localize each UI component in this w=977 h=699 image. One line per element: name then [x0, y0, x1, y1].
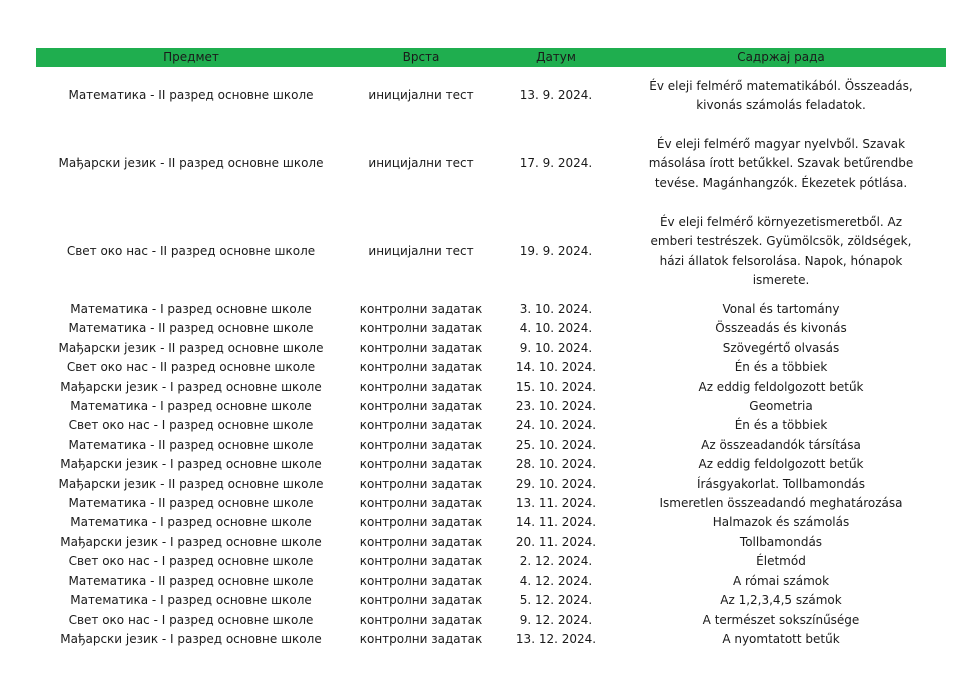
cell-content: Geometria — [749, 399, 813, 414]
cell-date: 24. 10. 2024. — [515, 418, 597, 433]
cell-type: контролни задатак — [359, 360, 483, 375]
cell-content-text: Év eleji felmérő környezetismeretből. Az emberi testrészek. Gyümölcsök, zöldségek, házi állatok felsorolása. Napok, hónapok ismerete. — [650, 214, 912, 287]
cell-content: Az eddig feldolgozott betűk — [698, 457, 864, 472]
table-row — [36, 358, 946, 377]
cell-content — [616, 67, 946, 125]
cell-type: контролни задатак — [359, 379, 483, 394]
cell-type: контролни задатак — [359, 399, 483, 414]
header-subject: Предмет — [36, 48, 346, 67]
table-row — [36, 203, 946, 300]
cell-subject: Математика - I разред основне школе — [70, 593, 312, 608]
table-row — [36, 300, 946, 319]
cell-content: A római számok — [732, 573, 830, 588]
cell-subject: Мађарски језик - II разред основне школе — [58, 156, 324, 171]
cell-date: 19. 9. 2024. — [519, 243, 593, 258]
cell-type: контролни задатак — [359, 340, 483, 355]
table-row — [36, 513, 946, 532]
cell-type: контролни задатак — [359, 554, 483, 569]
table-row — [36, 125, 946, 203]
cell-type: контролни задатак — [359, 612, 483, 627]
table-row — [36, 455, 946, 474]
cell-content: Vonal és tartomány — [722, 302, 840, 316]
cell-type: контролни задатак — [359, 476, 483, 491]
cell-date: 4. 12. 2024. — [519, 573, 593, 588]
table-row — [36, 475, 946, 494]
cell-date: 13. 11. 2024. — [515, 496, 597, 511]
table-row — [36, 397, 946, 416]
cell-type: контролни задатак — [359, 437, 483, 452]
header-date: Датум — [496, 48, 616, 67]
cell-type: контролни задатак — [359, 515, 483, 530]
table-row — [36, 339, 946, 358]
cell-content: Összeadás és kivonás — [715, 321, 847, 336]
cell-date: 14. 11. 2024. — [515, 515, 597, 530]
cell-date: 25. 10. 2024. — [515, 437, 597, 452]
header-type: Врста — [346, 48, 496, 67]
cell-date: 4. 10. 2024. — [519, 321, 593, 336]
cell-subject: Математика - II разред основне школе — [68, 88, 314, 103]
table-row — [36, 533, 946, 552]
cell-date: 13. 9. 2024. — [519, 88, 593, 103]
schedule-table — [36, 48, 946, 649]
cell-content-text: Év eleji felmérő matematikából. Összeadás, kivonás számolás feladatok. — [649, 78, 913, 112]
cell-content: Én és a többiek — [734, 418, 828, 433]
table-row — [36, 494, 946, 513]
cell-subject: Мађарски језик - I разред основне школе — [60, 379, 322, 394]
cell-type: контролни задатак — [359, 631, 483, 646]
table-row — [36, 436, 946, 455]
cell-subject: Математика - II разред основне школе — [68, 321, 314, 336]
cell-type: иницијални тест — [368, 88, 474, 103]
cell-content: A természet sokszínűsége — [702, 612, 860, 627]
cell-type: контролни задатак — [359, 418, 483, 433]
cell-subject: Мађарски језик - I разред основне школе — [60, 534, 322, 549]
cell-date: 23. 10. 2024. — [515, 399, 597, 414]
cell-date: 29. 10. 2024. — [515, 476, 597, 491]
cell-subject: Мађарски језик - I разред основне школе — [60, 631, 322, 646]
cell-type: контролни задатак — [359, 593, 483, 608]
cell-date: 17. 9. 2024. — [519, 156, 593, 171]
table-row — [36, 611, 946, 630]
table-row — [36, 630, 946, 649]
cell-type: контролни задатак — [359, 302, 483, 316]
table-row — [36, 591, 946, 610]
cell-date: 9. 12. 2024. — [519, 612, 593, 627]
cell-content: A nyomtatott betűk — [722, 631, 840, 646]
cell-date: 13. 12. 2024. — [515, 631, 597, 646]
header-row — [36, 48, 946, 67]
cell-subject: Свет око нас - I разред основне школе — [68, 418, 314, 433]
cell-date: 9. 10. 2024. — [519, 340, 593, 355]
cell-type: контролни задатак — [359, 457, 483, 472]
cell-date: 5. 12. 2024. — [519, 593, 593, 608]
cell-type: контролни задатак — [359, 534, 483, 549]
cell-subject: Математика - I разред основне школе — [70, 399, 312, 414]
cell-content: Életmód — [756, 554, 806, 569]
cell-type: контролни задатак — [359, 496, 483, 511]
schedule-sheet — [36, 48, 946, 649]
table-row — [36, 378, 946, 397]
cell-subject: Математика - II разред основне школе — [68, 496, 314, 511]
cell-content — [616, 203, 946, 300]
cell-content: Halmazok és számolás — [712, 515, 850, 530]
cell-content: Írásgyakorlat. Tollbamondás — [696, 476, 866, 491]
cell-content: Az eddig feldolgozott betűk — [698, 379, 864, 394]
table-row — [36, 572, 946, 591]
cell-subject: Математика - II разред основне школе — [68, 437, 314, 452]
cell-content: Az 1,2,3,4,5 számok — [720, 593, 842, 608]
cell-content: Az összeadandók társítása — [701, 437, 861, 452]
cell-subject: Свет око нас - II разред основне школе — [66, 360, 316, 375]
cell-content: Ismeretlen összeadandó meghatározása — [659, 496, 903, 511]
cell-content — [616, 125, 946, 203]
cell-type: контролни задатак — [359, 573, 483, 588]
table-header — [36, 48, 946, 67]
cell-subject: Свет око нас - I разред основне школе — [68, 554, 314, 569]
header-content: Садржај рада — [616, 48, 946, 67]
cell-date: 2. 12. 2024. — [519, 554, 593, 569]
table-row — [36, 319, 946, 338]
cell-date: 3. 10. 2024. — [519, 302, 593, 316]
cell-subject: Математика - I разред основне школе — [70, 515, 312, 530]
cell-type: контролни задатак — [359, 321, 483, 336]
cell-content: Én és a többiek — [734, 360, 828, 375]
cell-content: Tollbamondás — [739, 534, 823, 549]
cell-date: 14. 10. 2024. — [515, 360, 597, 375]
table-row — [36, 552, 946, 571]
cell-subject: Мађарски језик - II разред основне школе — [58, 476, 324, 491]
cell-date: 20. 11. 2024. — [515, 534, 597, 549]
cell-subject: Свет око нас - I разред основне школе — [68, 612, 314, 627]
cell-content-text: Év eleji felmérő magyar nyelvből. Szavak másolása írott betűkkel. Szavak betűrendbe tevése. Magánhangzók. Ékezetek pótlása. — [648, 136, 914, 190]
cell-date: 28. 10. 2024. — [515, 457, 597, 472]
cell-subject: Математика - I разред основне школе — [70, 302, 312, 316]
cell-subject: Мађарски језик - II разред основне школе — [58, 340, 324, 355]
cell-content: Szövegértő olvasás — [722, 340, 840, 355]
cell-subject: Математика - II разред основне школе — [68, 573, 314, 588]
table-row — [36, 67, 946, 125]
cell-type: иницијални тест — [368, 243, 474, 258]
table-body — [36, 67, 946, 649]
cell-type: иницијални тест — [368, 156, 474, 171]
cell-subject: Мађарски језик - I разред основне школе — [60, 457, 322, 472]
cell-date: 15. 10. 2024. — [515, 379, 597, 394]
cell-subject: Свет око нас - II разред основне школе — [66, 243, 316, 258]
table-row — [36, 416, 946, 435]
